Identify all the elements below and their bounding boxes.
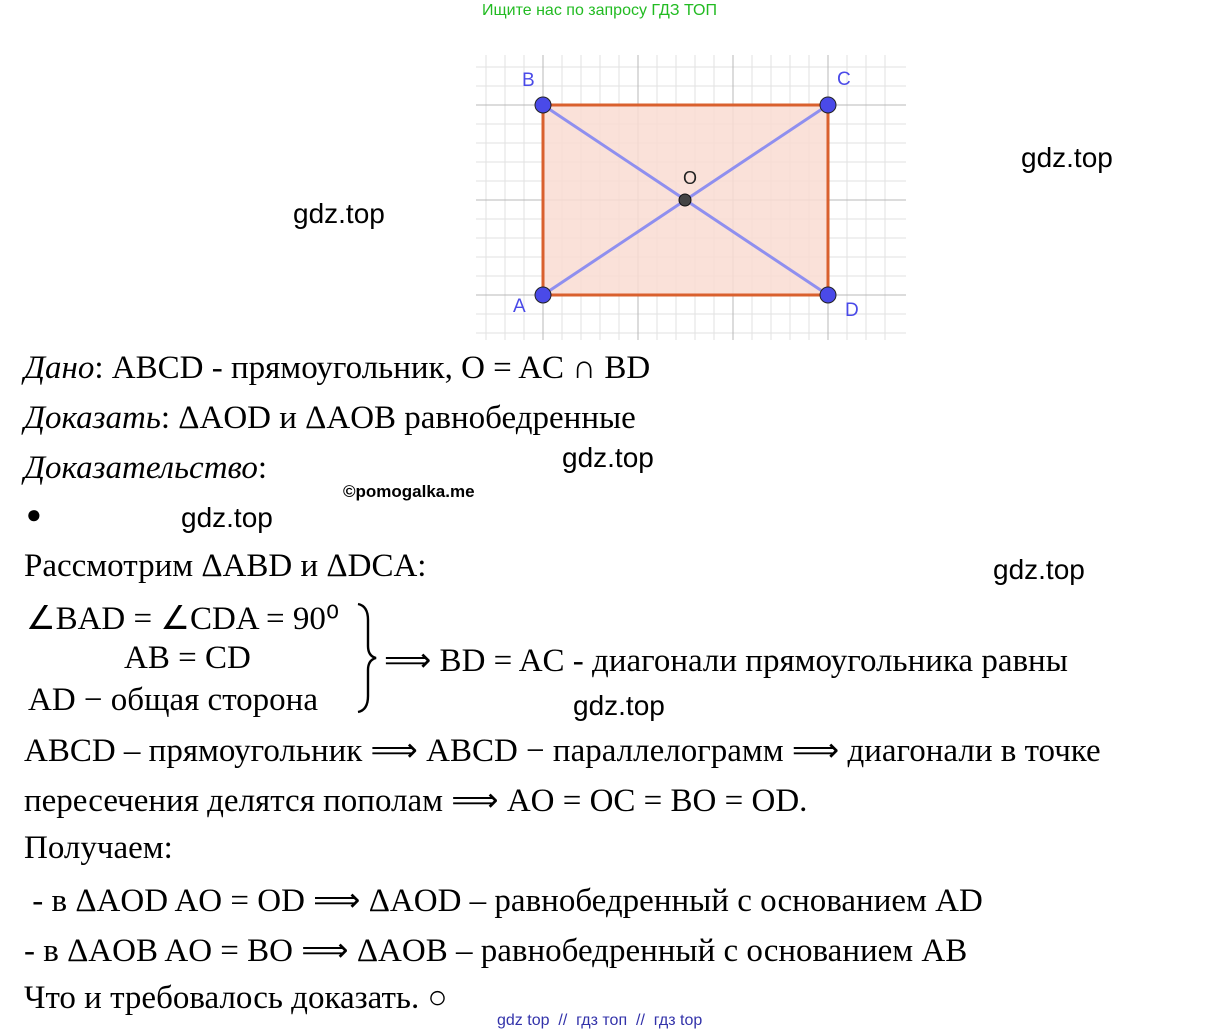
paragraph-line-1: ABCD – прямоугольник ⟹ ABCD − параллелограмм ⟹ диагонали в точке: [24, 733, 1101, 769]
given-label: Дано: [24, 350, 95, 386]
given-line: [24, 350, 650, 387]
footer-links[interactable]: gdz top // гдз топ // гдз top: [497, 1012, 703, 1029]
point-o: [679, 194, 691, 206]
watermark: gdz.top: [293, 198, 385, 229]
label-a: A: [513, 296, 526, 317]
label-c: C: [837, 69, 851, 90]
watermark: gdz.top: [562, 442, 654, 473]
rectangle-figure: [476, 55, 906, 340]
point-d: [820, 287, 836, 303]
given-text: : ABCD - прямоугольник, O = AC ∩ BD: [94, 350, 651, 386]
paragraph-line-2: пересечения делятся пополам ⟹ AO = OC = BO = OD.: [24, 783, 808, 819]
bullet: ●: [26, 500, 42, 529]
point-c: [820, 97, 836, 113]
proof-line: [24, 450, 267, 487]
watermark: gdz.top: [1021, 142, 1113, 173]
prove-text: : ΔAOD и ΔAOB равнобедренные: [160, 400, 636, 436]
point-a: [535, 287, 551, 303]
system-line-1: ∠BAD = ∠CDA = 90⁰: [26, 601, 340, 637]
prove-line: [24, 400, 636, 437]
consider-line: Рассмотрим ΔABD и ΔDCA:: [24, 548, 427, 584]
watermark: gdz.top: [993, 554, 1085, 585]
label-o: O: [683, 168, 698, 188]
watermark: gdz.top: [181, 502, 273, 533]
search-hint: Ищите нас по запросу ГДЗ ТОП: [482, 2, 717, 19]
label-d: D: [845, 300, 859, 321]
result-line-2: - в ΔAOB AO = BO ⟹ ΔAOB – равнобедренный с основанием AB: [24, 933, 968, 969]
proof-label: Доказательство: [24, 450, 258, 486]
system-line-3: AD − общая сторона: [28, 682, 318, 718]
get-line: Получаем:: [24, 830, 173, 866]
system-brace: [354, 602, 380, 714]
point-b: [535, 97, 551, 113]
prove-label: Доказать: [24, 400, 161, 436]
system-result: ⟹ BD = AC - диагонали прямоугольника равны: [384, 643, 1068, 679]
label-b: B: [522, 70, 535, 91]
watermark: gdz.top: [573, 690, 665, 721]
result-line-1: - в ΔAOD AO = OD ⟹ ΔAOD – равнобедренный с основанием AD: [24, 883, 983, 919]
qed-line: Что и требовалось доказать. ○: [24, 980, 448, 1016]
copyright: ©pomogalka.me: [343, 482, 475, 501]
proof-colon: :: [257, 450, 268, 486]
system-line-2: AB = CD: [124, 640, 251, 676]
